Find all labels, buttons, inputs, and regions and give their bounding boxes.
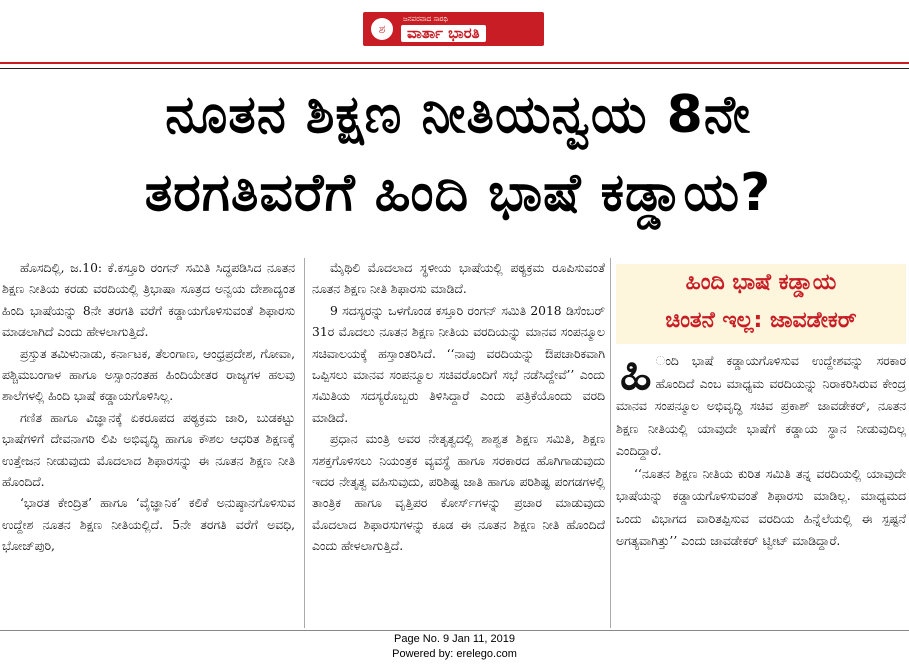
masthead-rule xyxy=(0,68,909,69)
article-paragraph: ಮೈಥಿಲಿ ಮೊದಲಾದ ಸ್ಥಳೀಯ ಭಾಷೆಯಲ್ಲಿ ಪಠ್ಯಕ್ರಮ ರೂಪಿಸುವಂತೆ ನೂತನ ಶಿಕ್ಷಣ ನೀತಿ ಶಿಫಾರಸು ಮಾಡಿದೆ. xyxy=(312,261,605,297)
headline xyxy=(18,76,898,232)
sidebar-heading-line-2: ಚಿಂತನೆ ಇಲ್ಲ: ಜಾವಡೇಕರ್ xyxy=(665,308,857,333)
sidebar-heading xyxy=(616,264,906,344)
sidebar-paragraph-text: ಂದಿ ಭಾಷೆ ಕಡ್ಡಾಯಗೊಳಿಸುವ ಉದ್ದೇಶವನ್ನು ಸರಕಾರ ಹೊಂದಿದೆ ಎಂಬ ಮಾಧ್ಯಮ ವರದಿಯನ್ನು ನಿರಾಕರಿಸಿರುವ ಕೇಂದ್ರ ಮಾನವ ಸಂಪನ್ಮೂಲ ಅಭಿವೃದ್ಧಿ ಸಚಿವ ಪ್ರಕಾಶ್ ಜಾವಡೇಕರ್, ನೂತನ ಶಿಕ್ಷಣ ನೀತಿಯಲ್ಲಿ ಯಾವುದೇ ಭಾಷೆಗೆ ಕಡ್ಡಾಯ ಸ್ಥಾನ ನೀಡುವುದಿಲ್ಲ ಎಂದಿದ್ದಾರೆ. xyxy=(616,354,906,458)
sidebar-heading-line-1: ಹಿಂದಿ ಭಾಷೆ ಕಡ್ಡಾಯ xyxy=(685,270,837,295)
sidebar-body xyxy=(616,346,906,553)
masthead-rule-red xyxy=(0,62,909,64)
article-paragraph: ಪ್ರಸ್ತುತ ತಮಿಳುನಾಡು, ಕರ್ನಾಟಕ, ತೆಲಂಗಾಣ, ಆಂಧ್ರಪ್ರದೇಶ, ಗೋವಾ, ಪಶ್ಚಿಮಬಂಗಾಳ ಹಾಗೂ ಅಸ್ಸಾಂನಂತಹ ಹಿಂದಿಯೇತರ ರಾಜ್ಯಗಳ ಹಲವು ಶಾಲೆಗಳಲ್ಲಿ ಹಿಂದಿ ಭಾಷೆ ಕಡ್ಡಾಯಗೊಳಿಸಿಲ್ಲ. xyxy=(2,346,295,404)
page-info: Page No. 9 Jan 11, 2019 xyxy=(394,633,515,645)
drop-cap: ಹಿ xyxy=(620,346,652,400)
logo-name: ವಾರ್ತಾ ಭಾರತಿ xyxy=(401,25,486,42)
article-column-1 xyxy=(2,258,295,558)
article-paragraph: ಪ್ರಧಾನ ಮಂತ್ರಿ ಅವರ ನೇತೃತ್ವದಲ್ಲಿ ಶಾಶ್ವತ ಶಿಕ್ಷಣ ಸಮಿತಿ, ಶಿಕ್ಷಣ ಸಶಕ್ತಗೊಳಿಸಲು ನಿಯಂತ್ರಕ ವ್ಯವಸ್ಥೆ ಹಾಗೂ ಸರಕಾರದ ಹೊಗಿಗಾಡುವುದು ಇದರ ನೇತೃತ್ವ ವಹಿಸುವುದು, ಪರಿಶಿಷ್ಟ ಜಾತಿ ಹಾಗೂ ಪರಿಶಿಷ್ಟ ಪಂಗಡಗಳಲ್ಲಿ ತಾಂತ್ರಿಕ ಹಾಗೂ ವೃತ್ತಿಪರ ಕೋರ್ಸ್‌ಗಳನ್ನು ಪ್ರಚಾರ ಮಾಡುವುದು ಮೊದಲಾದ ಶಿಫಾರಸುಗಳನ್ನು ಕೂಡ ಈ ನೂತನ ಶಿಕ್ಷಣ ನೀತಿ ಹೊಂದಿದೆ ಎಂದು ಹೇಳಲಾಗುತ್ತಿದೆ. xyxy=(312,432,605,554)
article-paragraph: 9 ಸದಸ್ಯರನ್ನು ಒಳಗೊಂಡ ಕಸ್ತೂರಿ ರಂಗನ್ ಸಮಿತಿ 2018 ಡಿಸೆಂಬರ್ 31ರ ಮೊದಲು ನೂತನ ಶಿಕ್ಷಣ ನೀತಿಯ ವರದಿಯನ್ನು ಮಾನವ ಸಂಪನ್ಮೂಲ ಸಚಿವಾಲಯಕ್ಕೆ ಹಸ್ತಾಂತರಿಸಿದೆ. ‘‘ನಾವು ವರದಿಯನ್ನು ಔಪಚಾರಿಕವಾಗಿ ಒಪ್ಪಿಸಲು ಮಾನವ ಸಂಪನ್ಮೂಲ ಸಚಿವರೊಂದಿಗೆ ಸಭೆ ನಡೆಸಿದ್ದೇವೆ’’ ಎಂದು ಸಮಿತಿಯ ಸದಸ್ಯರೊಬ್ಬರು ತಿಳಿಸಿದ್ದಾರೆ ಎಂದು ಪತ್ರಿಕೆಯೊಂದು ವರದಿ ಮಾಡಿದೆ. xyxy=(312,303,605,425)
article-paragraph: ‘ಭಾರತ ಕೇಂದ್ರಿತ’ ಹಾಗೂ ‘ವೈಜ್ಞಾನಿಕ’ ಕಲಿಕೆ ಅನುಷ್ಠಾನಗೊಳಿಸುವ ಉದ್ದೇಶ ನೂತನ ಶಿಕ್ಷಣ ನೀತಿಯಲ್ಲಿದೆ. 5ನೇ ತರಗತಿ ವರೆಗೆ ಅವಧಿ, ಭೋಜ್‌ಪುರಿ, xyxy=(2,496,295,554)
article-paragraph: ಗಣಿತ ಹಾಗೂ ವಿಜ್ಞಾನಕ್ಕೆ ಏಕರೂಪದ ಪಠ್ಯಕ್ರಮ ಜಾರಿ, ಬುಡಕಟ್ಟು ಭಾಷೆಗಳಿಗೆ ದೇವನಾಗರಿ ಲಿಪಿ ಅಭಿವೃದ್ಧಿ ಹಾಗೂ ಕೌಶಲ ಆಧರಿತ ಶಿಕ್ಷಣಕ್ಕೆ ಉತ್ತೇಜನ ನೀಡುವುದು ಮೊದಲಾದ ಶಿಫಾರಸನ್ನು ಈ ನೂತನ ಶಿಕ್ಷಣ ನೀತಿ ಹೊಂದಿದೆ. xyxy=(2,410,295,490)
sidebar-paragraph xyxy=(616,346,906,463)
logo-tagline: ಜನಪರವಾದ ಸಾರಥಿ xyxy=(403,15,448,23)
footer-rule xyxy=(0,630,909,631)
column-divider xyxy=(304,258,305,628)
article-column-2 xyxy=(312,258,605,558)
headline-line-1: ನೂತನ ಶಿಕ್ಷಣ ನೀತಿಯನ್ವಯ 8ನೇ xyxy=(165,85,751,145)
headline-line-2: ತರಗತಿವರೆಗೆ ಹಿಂದಿ ಭಾಷೆ ಕಡ್ಡಾಯ? xyxy=(144,163,772,223)
column-divider xyxy=(610,258,611,628)
sidebar-paragraph: ‘‘ನೂತನ ಶಿಕ್ಷಣ ನೀತಿಯ ಕುರಿತ ಸಮಿತಿ ತನ್ನ ವರದಿಯಲ್ಲಿ ಯಾವುದೇ ಭಾಷೆಯನ್ನು ಕಡ್ಡಾಯಗೊಳಿಸುವಂತೆ ಶಿಫಾರಸು ಮಾಡಿಲ್ಲ. ಮಾಧ್ಯಮದ ಒಂದು ವಿಭಾಗದ ವಾರಿತಪ್ಪಿಸುವ ವರದಿಯ ಹಿನ್ನೆಲೆಯಲ್ಲಿ ಈ ಸ್ಪಷ್ಟನೆ ಅಗತ್ಯವಾಗಿತ್ತು’’ ಎಂದು ಜಾವಡೇಕರ್ ಟ್ವೀಟ್ ಮಾಡಿದ್ದಾರೆ. xyxy=(616,466,906,548)
article-paragraph: ಹೊಸದಿಲ್ಲಿ, ಜ.10: ಕೆ.ಕಸ್ತೂರಿ ರಂಗನ್ ಸಮಿತಿ ಸಿದ್ಧಪಡಿಸಿದ ನೂತನ ಶಿಕ್ಷಣ ನೀತಿಯ ಕರಡು ವರದಿಯಲ್ಲಿ ತ್ರಿಭಾಷಾ ಸೂತ್ರದ ಅನ್ವಯ ದೇಶಾದ್ಯಂತ ಹಿಂದಿ ಭಾಷೆಯನ್ನು 8ನೇ ತರಗತಿ ವರೆಗೆ ಕಡ್ಡಾಯಗೊಳಿಸುವಂತೆ ಶಿಫಾರಸು ಮಾಡಲಾಗಿದೆ ಎಂದು ಹೇಳಲಾಗುತ್ತಿದೆ. xyxy=(2,261,295,340)
masthead-logo xyxy=(363,12,544,46)
logo-emblem-icon: ಶ xyxy=(371,18,393,40)
powered-by-link[interactable]: Powered by: erelego.com xyxy=(392,648,517,660)
sidebar-box xyxy=(616,264,906,553)
